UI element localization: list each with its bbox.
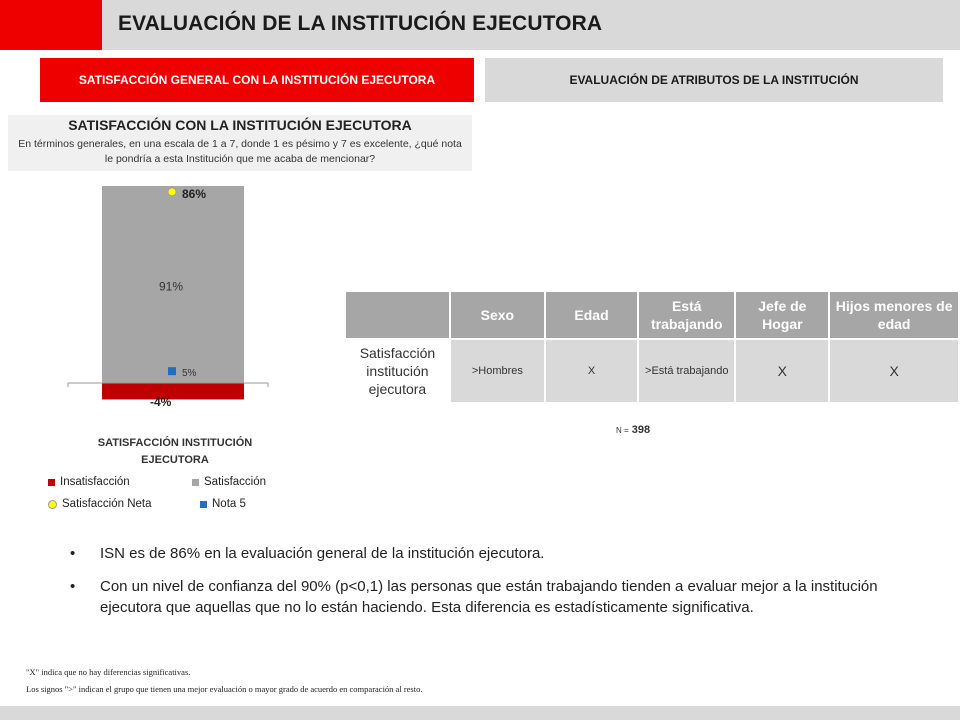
cell-hijos: X [830, 340, 958, 402]
significance-table [344, 290, 960, 404]
table-row [346, 340, 958, 402]
page-title: EVALUACIÓN DE LA INSTITUCIÓN EJECUTORA [118, 12, 603, 35]
legend-swatch-satisfaccion-neta [48, 500, 57, 509]
legend-swatch-insatisfaccion [48, 479, 55, 486]
footer-bar [0, 706, 960, 720]
legend-swatch-satisfaccion [192, 479, 199, 486]
sample-size-label: N = [616, 426, 629, 435]
col-header-sexo: Sexo [451, 292, 544, 338]
cell-jefe-hogar: X [736, 340, 828, 402]
data-label-insatisfaccion: -4% [150, 395, 172, 409]
legend-label-insatisfaccion: Insatisfacción [60, 476, 130, 488]
sample-size-value: 398 [631, 424, 651, 436]
tab-satisfaccion-general[interactable]: SATISFACCIÓN GENERAL CON LA INSTITUCIÓN EJECUTORA [40, 58, 474, 102]
marker-nota-5 [168, 367, 176, 375]
tab-evaluacion-atributos[interactable]: EVALUACIÓN DE ATRIBUTOS DE LA INSTITUCIÓN [485, 58, 943, 102]
col-header-trabajando: Está trabajando [639, 292, 734, 338]
col-header-jefe-hogar: Jefe de Hogar [736, 292, 828, 338]
legend-swatch-nota-5 [200, 501, 207, 508]
col-header-hijos: Hijos menores de edad [830, 292, 958, 338]
satisfaction-chart [60, 176, 290, 416]
footnote-signs: Los signos ">" indican el grupo que tienen una mejor evaluación o mayor grado de acuerdo en comparación al resto. [26, 684, 423, 694]
finding-item-2: • Con un nivel de confianza del 90% (p<0,1) las personas que están trabajando tienden a evaluar mejor a la institución ejecutora que aquellas que no lo están haciendo. Esta diferencia es estadísticamente significativa. [70, 576, 910, 618]
legend-item-insatisfaccion [48, 476, 130, 488]
marker-satisfaccion-neta [168, 188, 176, 196]
legend-label-satisfaccion: Satisfacción [204, 476, 267, 488]
header-accent-block [0, 0, 102, 50]
cell-edad: X [546, 340, 637, 402]
legend-item-satisfaccion-neta [48, 498, 152, 510]
row-header-satisfaccion: Satisfacción institución ejecutora [346, 340, 449, 402]
chart-legend-title: SATISFACCIÓN INSTITUCIÓN EJECUTORA [97, 437, 253, 466]
footnote-x: "X" indica que no hay diferencias significativas. [26, 667, 191, 677]
table-header-row [346, 292, 958, 338]
section-title: SATISFACCIÓN CON LA INSTITUCIÓN EJECUTORA [68, 117, 412, 133]
findings-list [70, 543, 910, 630]
cell-sexo: >Hombres [451, 340, 544, 402]
sample-size [616, 424, 650, 436]
section-question: En términos generales, en una escala de 1 a 7, donde 1 es pésimo y 7 es excelente, ¿qué nota le pondría a esta Institución que me acaba de mencionar? [18, 138, 462, 165]
cell-trabajando: >Está trabajando [639, 340, 734, 402]
data-label-satisfaccion: 91% [159, 279, 184, 294]
legend-item-nota-5 [200, 498, 246, 510]
legend-label-satisfaccion-neta: Satisfacción Neta [62, 498, 152, 510]
legend-label-nota-5: Nota 5 [212, 498, 246, 510]
data-label-nota-5: 5% [182, 368, 197, 380]
data-label-satisfaccion-neta: 86% [182, 186, 207, 201]
table-corner-cell [346, 292, 449, 338]
bar-insatisfaccion [102, 383, 244, 399]
col-header-edad: Edad [546, 292, 637, 338]
legend-item-satisfaccion [192, 476, 266, 488]
finding-item-1: • ISN es de 86% en la evaluación general de la institución ejecutora. [70, 543, 910, 564]
